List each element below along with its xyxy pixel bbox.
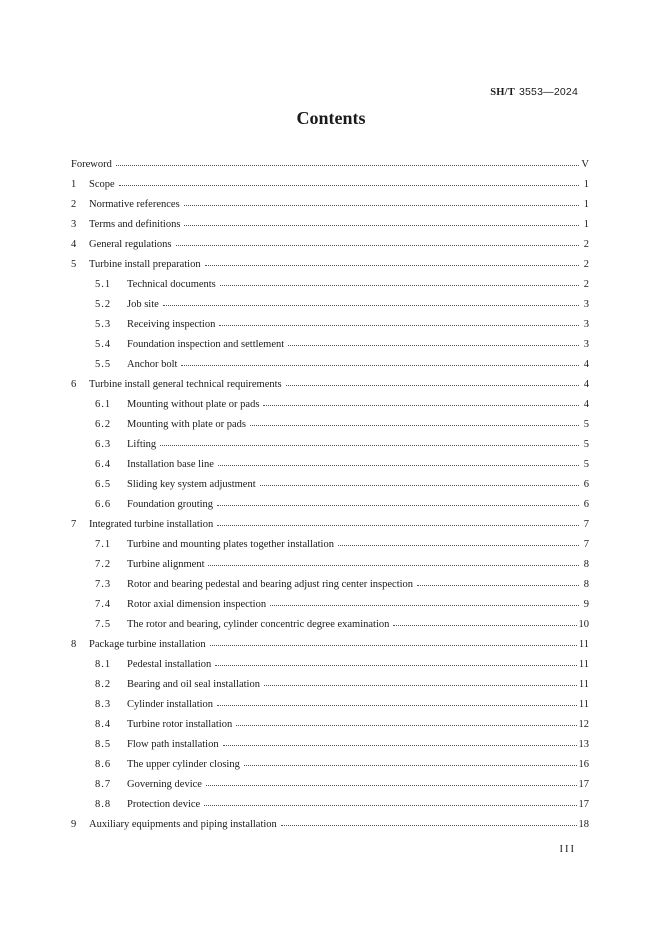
- dot-leader: [217, 516, 579, 526]
- toc-entry-page: 8: [583, 559, 589, 570]
- toc-entry-number: 7.5: [95, 619, 112, 630]
- dot-leader: [263, 396, 579, 406]
- dot-leader: [205, 256, 579, 266]
- toc-entry-page: 8: [583, 579, 589, 590]
- toc-entry-title: Mounting with plate or pads: [127, 419, 246, 430]
- toc-entry[interactable]: [71, 377, 589, 397]
- toc-entry[interactable]: [71, 757, 589, 777]
- dot-leader: [220, 276, 579, 286]
- toc-entry-page: 4: [583, 359, 589, 370]
- dot-leader: [116, 156, 579, 166]
- dot-leader: [217, 696, 577, 706]
- toc-entry-title: Turbine install preparation: [89, 259, 201, 270]
- toc-entry[interactable]: [71, 477, 589, 497]
- toc-entry-number: 5: [71, 259, 77, 270]
- dot-leader: [260, 476, 579, 486]
- toc-entry-page: 5: [583, 419, 589, 430]
- toc-entry-number: 6.1: [95, 399, 112, 410]
- toc-entry-title: The rotor and bearing, cylinder concentric degree examination: [127, 619, 390, 630]
- toc-entry-page: 4: [583, 379, 589, 390]
- toc-entry-page: 3: [583, 319, 589, 330]
- toc-entry-number: 8: [71, 639, 77, 650]
- standard-code: SH/T: [490, 87, 515, 98]
- toc-entry-number: 7.4: [95, 599, 112, 610]
- dot-leader: [160, 436, 579, 446]
- toc-entry-page: 2: [583, 259, 589, 270]
- toc-entry-page: 2: [583, 279, 589, 290]
- dot-leader: [281, 816, 577, 826]
- toc-entry-number: 8.2: [95, 679, 112, 690]
- toc-entry[interactable]: [71, 597, 589, 617]
- toc-entry[interactable]: [71, 717, 589, 737]
- toc-entry-page: 11: [578, 679, 589, 690]
- toc-entry-page: 11: [578, 639, 589, 650]
- toc-entry-number: 4: [71, 239, 77, 250]
- toc-entry-number: 8.6: [95, 759, 112, 770]
- toc-entry-number: 6.3: [95, 439, 112, 450]
- toc-entry[interactable]: [71, 737, 589, 757]
- dot-leader: [417, 576, 579, 586]
- toc-entry-page: 3: [583, 299, 589, 310]
- toc-entry-number: 5.5: [95, 359, 112, 370]
- toc-entry[interactable]: [71, 197, 589, 217]
- toc-entry-page: 6: [583, 499, 589, 510]
- dot-leader: [264, 676, 577, 686]
- toc-entry-page: 3: [583, 339, 589, 350]
- toc-entry-page: 5: [583, 459, 589, 470]
- page-title: Contents: [296, 108, 366, 128]
- toc-entry-number: 8.7: [95, 779, 112, 790]
- toc-entry-number: 6: [71, 379, 77, 390]
- toc-entry[interactable]: [71, 457, 589, 477]
- toc-entry[interactable]: [71, 517, 589, 537]
- toc-entry-number: 9: [71, 819, 77, 830]
- toc-entry-title: Foreword: [71, 159, 112, 170]
- toc-entry-page: 1: [583, 179, 589, 190]
- dot-leader: [181, 356, 579, 366]
- toc-entry-number: 6.2: [95, 419, 112, 430]
- toc-entry-number: 8.8: [95, 799, 112, 810]
- toc-entry-number: 5.3: [95, 319, 112, 330]
- dot-leader: [163, 296, 579, 306]
- toc-entry[interactable]: [71, 697, 589, 717]
- dot-leader: [270, 596, 579, 606]
- toc-entry-number: 1: [71, 179, 77, 190]
- toc-entry-title: Anchor bolt: [127, 359, 178, 370]
- toc-entry[interactable]: [71, 797, 589, 817]
- toc-entry-page: 2: [583, 239, 589, 250]
- toc-entry-title: Turbine alignment: [127, 559, 205, 570]
- toc-entry[interactable]: [71, 617, 589, 637]
- toc-entry[interactable]: [71, 237, 589, 257]
- toc-entry[interactable]: [71, 537, 589, 557]
- toc-entry-number: 8.3: [95, 699, 112, 710]
- toc-entry-page: 7: [583, 539, 589, 550]
- toc-entry-page: 11: [578, 659, 589, 670]
- toc-entry[interactable]: [71, 557, 589, 577]
- toc-entry-number: 7.2: [95, 559, 112, 570]
- toc-entry[interactable]: [71, 217, 589, 237]
- toc-entry[interactable]: [71, 317, 589, 337]
- dot-leader: [184, 196, 579, 206]
- toc-entry-title: Turbine and mounting plates together installation: [127, 539, 334, 550]
- toc-entry[interactable]: [71, 577, 589, 597]
- toc-entry-number: 3: [71, 219, 77, 230]
- dot-leader: [218, 456, 579, 466]
- toc-entry-title: Mounting without plate or pads: [127, 399, 260, 410]
- toc-entry[interactable]: [71, 277, 589, 297]
- dot-leader: [288, 336, 579, 346]
- dot-leader: [204, 796, 576, 806]
- toc-entry-title: Normative references: [89, 199, 180, 210]
- dot-leader: [184, 216, 579, 226]
- standard-identifier: [490, 86, 578, 98]
- toc-entry[interactable]: [71, 497, 589, 517]
- toc-entry-title: Integrated turbine installation: [89, 519, 214, 530]
- toc-entry-page: 16: [578, 759, 589, 770]
- dot-leader: [119, 176, 579, 186]
- dot-leader: [208, 556, 579, 566]
- toc-entry[interactable]: [71, 417, 589, 437]
- toc-entry[interactable]: [71, 437, 589, 457]
- toc-entry[interactable]: [71, 637, 589, 657]
- toc-entry-number: 5.1: [95, 279, 112, 290]
- toc-entry-page: 17: [578, 799, 589, 810]
- toc-entry-number: 7: [71, 519, 77, 530]
- toc-entry-title: Rotor axial dimension inspection: [127, 599, 267, 610]
- toc-entry-number: 8.1: [95, 659, 112, 670]
- toc-entry-number: 7.3: [95, 579, 112, 590]
- toc-entry-page: 17: [578, 779, 589, 790]
- toc-entry-title: Technical documents: [127, 279, 216, 290]
- dot-leader: [176, 236, 579, 246]
- standard-number: 3553—2024: [518, 86, 578, 98]
- toc-entry[interactable]: [71, 677, 589, 697]
- toc-entry-number: 6.6: [95, 499, 112, 510]
- toc-entry-title: Pedestal installation: [127, 659, 212, 670]
- toc-entry[interactable]: [71, 817, 589, 837]
- toc-entry-page: 18: [578, 819, 589, 830]
- toc-entry-number: 7.1: [95, 539, 112, 550]
- dot-leader: [210, 636, 577, 646]
- toc-entry-page: V: [581, 159, 589, 170]
- toc-entry-title: Lifting: [127, 439, 157, 450]
- toc-entry-number: 5.2: [95, 299, 112, 310]
- toc-entry-title: Scope: [89, 179, 115, 190]
- toc-entry-page: 12: [578, 719, 589, 730]
- toc-entry-title: Cylinder installation: [127, 699, 214, 710]
- toc-entry-number: 5.4: [95, 339, 112, 350]
- dot-leader: [217, 496, 579, 506]
- dot-leader: [215, 656, 577, 666]
- toc-entry-title: Job site: [127, 299, 159, 310]
- dot-leader: [219, 316, 579, 326]
- toc-entry[interactable]: [71, 177, 589, 197]
- toc-entry[interactable]: [71, 157, 589, 177]
- toc-entry-title: Auxiliary equipments and piping installation: [89, 819, 277, 830]
- toc-entry[interactable]: [71, 297, 589, 317]
- toc-entry-page: 11: [578, 699, 589, 710]
- toc-entry[interactable]: [71, 357, 589, 377]
- toc-entry-title: Protection device: [127, 799, 201, 810]
- toc-entry-title: General regulations: [89, 239, 172, 250]
- toc-entry-page: 10: [578, 619, 589, 630]
- toc-entry-page: 1: [583, 219, 589, 230]
- toc-entry-title: Foundation grouting: [127, 499, 214, 510]
- toc-entry-page: 13: [578, 739, 589, 750]
- dot-leader: [236, 716, 576, 726]
- toc-entry[interactable]: [71, 397, 589, 417]
- dot-leader: [206, 776, 577, 786]
- toc-entry-page: 7: [583, 519, 589, 530]
- toc-entry-number: 8.4: [95, 719, 112, 730]
- dot-leader: [393, 616, 576, 626]
- toc-entry-number: 6.4: [95, 459, 112, 470]
- toc-entry-number: 6.5: [95, 479, 112, 490]
- toc-entry-title: Sliding key system adjustment: [127, 479, 256, 490]
- toc-entry-title: Bearing and oil seal installation: [127, 679, 260, 690]
- toc-entry[interactable]: [71, 257, 589, 277]
- toc-entry-title: Rotor and bearing pedestal and bearing adjust ring center inspection: [127, 579, 414, 590]
- toc-entry-title: Foundation inspection and settlement: [127, 339, 285, 350]
- toc-entry-page: 9: [583, 599, 589, 610]
- toc-entry-title: Flow path installation: [127, 739, 219, 750]
- table-of-contents: [71, 157, 589, 837]
- toc-entry-page: 6: [583, 479, 589, 490]
- dot-leader: [338, 536, 579, 546]
- toc-entry-title: Turbine rotor installation: [127, 719, 233, 730]
- toc-entry-page: 1: [583, 199, 589, 210]
- toc-entry-title: Governing device: [127, 779, 202, 790]
- toc-entry-title: The upper cylinder closing: [127, 759, 240, 770]
- toc-entry-title: Turbine install general technical requirements: [89, 379, 282, 390]
- toc-entry-title: Installation base line: [127, 459, 214, 470]
- page-number: III: [559, 844, 576, 855]
- toc-entry-page: 4: [583, 399, 589, 410]
- toc-entry[interactable]: [71, 337, 589, 357]
- dot-leader: [286, 376, 579, 386]
- toc-entry-title: Package turbine installation: [89, 639, 206, 650]
- toc-entry[interactable]: [71, 657, 589, 677]
- dot-leader: [244, 756, 577, 766]
- dot-leader: [223, 736, 577, 746]
- toc-entry-number: 2: [71, 199, 77, 210]
- toc-entry-title: Receiving inspection: [127, 319, 216, 330]
- toc-entry-title: Terms and definitions: [89, 219, 181, 230]
- dot-leader: [250, 416, 579, 426]
- toc-entry[interactable]: [71, 777, 589, 797]
- toc-entry-page: 5: [583, 439, 589, 450]
- toc-entry-number: 8.5: [95, 739, 112, 750]
